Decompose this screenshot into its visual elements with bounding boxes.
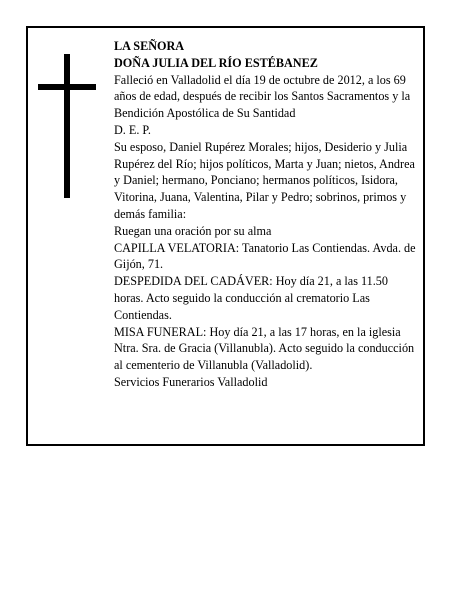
cross-horizontal-bar [38, 84, 96, 90]
farewell-paragraph: DESPEDIDA DEL CADÁVER: Hoy día 21, a las 11.50 horas. Acto seguido la conducción al crematorio Las Contiendas. [114, 274, 388, 322]
latin-cross-icon [38, 54, 96, 198]
cross-vertical-bar [64, 54, 70, 198]
mass-paragraph: MISA FUNERAL: Hoy día 21, a las 17 horas, en la iglesia Ntra. Sra. de Gracia (Villanubla). Acto seguido la conducción al cementerio de Villanubla (Valladolid). [114, 324, 415, 373]
rip-text: D. E. P. [114, 122, 151, 137]
death-paragraph: Falleció en Valladolid el día 19 de octubre de 2012, a los 69 años de edad, después de recibir los Santos Sacramentos y la Bendición Apostólica de Su Santidad [114, 72, 411, 121]
chapel-paragraph: CAPILLA VELATORIA: Tanatorio Las Contiendas. Avda. de Gijón, 71. [114, 240, 416, 272]
funeral-home: Servicios Funerarios Valladolid [114, 374, 268, 389]
deceased-name: DOÑA JULIA DEL RÍO ESTÉBANEZ [114, 55, 318, 70]
title-line-1: LA SEÑORA [114, 39, 185, 53]
family-paragraph: Su esposo, Daniel Rupérez Morales; hijos, Desiderio y Julia Rupérez del Río; hijos políticos, Marta y Juan; nietos, Andrea y Daniel; hermano, Ponciano; hermanos políticos, Isidora, Vitorina, Juana, Valentina, Pilar y Pedro; sobrinos, primos y demás familia: [114, 139, 415, 221]
prayer-request: Ruegan una oración por su alma [114, 223, 272, 238]
obituary-text [114, 38, 420, 391]
